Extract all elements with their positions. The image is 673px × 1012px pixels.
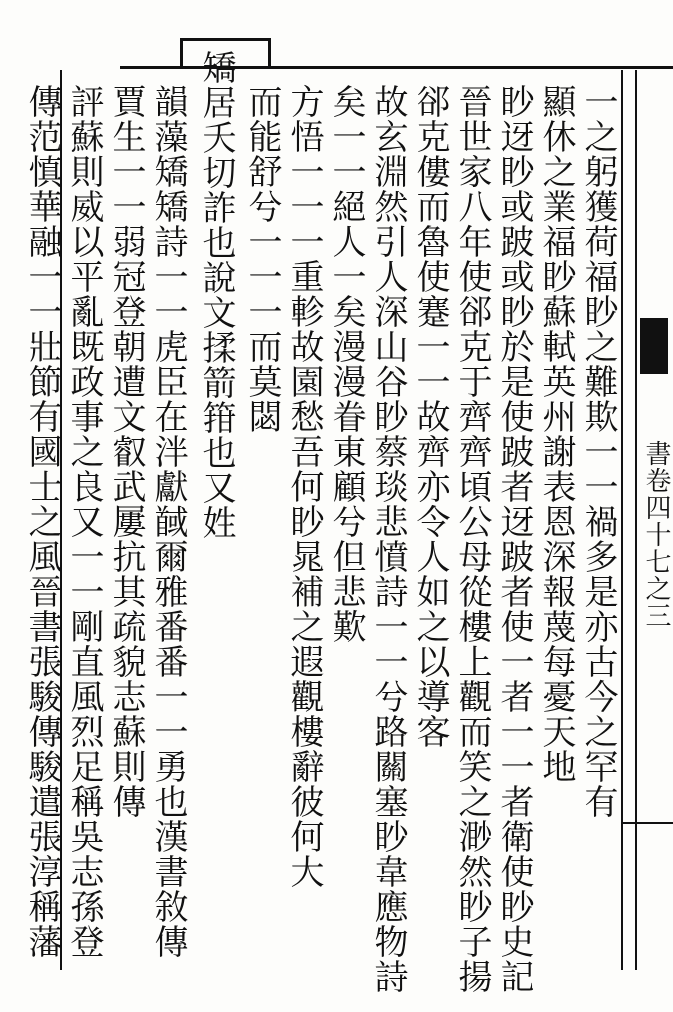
text-column-14: 傳范慎華融一一壯節有國士之風晉書張駿傳駿遣張淳稱藩: [22, 84, 62, 959]
header-box-left: [180, 38, 183, 68]
text-column-13: 評蘇則威以平亂既政事之良又一一剛直風烈足稱吳志孫登: [64, 84, 104, 959]
text-column-5: 郤克僂而魯使蹇一一故齊亦令人如之以導客: [410, 84, 450, 749]
header-box-right: [268, 38, 271, 68]
text-column-2: 顯休之業福眇蘇軾英州謝表恩深報蔑每憂天地: [536, 84, 576, 784]
text-column-12: 賈生一一弱冠登朝遭文叡武屢抗其疏貌志蘇則傳: [106, 84, 146, 819]
text-column-11: 韻藻矯矯詩一一虎臣在泮獻馘爾雅番番一一勇也漢書敘傳: [148, 84, 188, 959]
text-column-9: 而能舒兮一一一而莫閟: [242, 84, 282, 434]
text-column-1: 一之躬獲荷福眇之難欺一一禍多是亦古今之罕有: [578, 84, 618, 819]
fish-tail-mark: [640, 318, 668, 374]
margin-rule-2: [635, 70, 637, 970]
text-column-6: 故玄淵然引人深山谷眇蔡琰悲憤詩一一兮路關塞眇韋應物詩: [368, 84, 408, 994]
header-box-top: [180, 38, 270, 41]
text-column-4: 晉世家八年使郤克于齊齊頃公母從樓上觀而笑之渺然眇子揚: [452, 84, 492, 994]
text-column-10: 矯居夭切詐也說文揉箭箝也又姓: [196, 50, 236, 540]
margin-title: 書卷四十七之三: [641, 440, 671, 629]
text-column-8: 方悟一一一重軫故園愁吾何眇晁補之遐觀樓辭彼何大: [284, 84, 324, 889]
text-column-3: 眇迓眇或跛或眇於是使跛者迓跛者使一者一一者衛使眇史記: [494, 84, 534, 994]
text-column-7: 矣一一絕人一矣漫漫眷東顧兮但悲歎: [326, 84, 366, 644]
margin-rule-1: [621, 70, 623, 970]
